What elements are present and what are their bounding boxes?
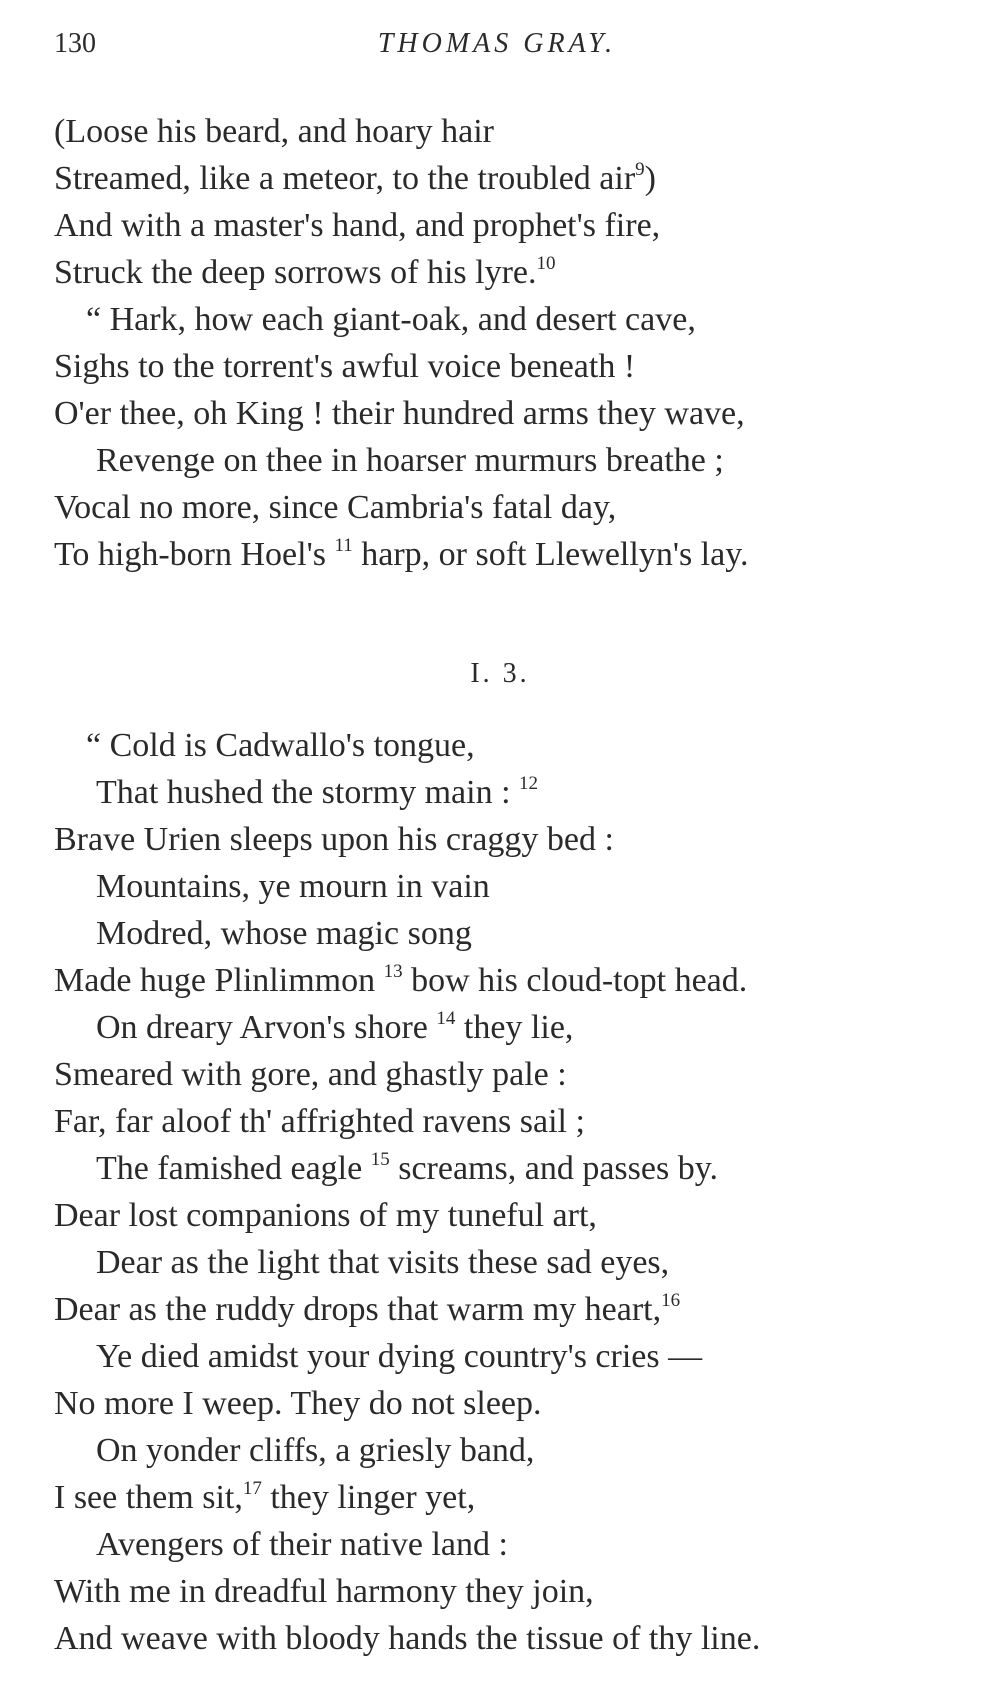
poem-line: [54, 1615, 960, 1662]
poem-line: [54, 1051, 960, 1098]
poem-line-text: Dear as the ruddy drops that warm my heart,: [54, 1291, 662, 1328]
footnote-marker: 13: [383, 961, 403, 982]
poem-line: [54, 249, 960, 296]
poem-line: [54, 957, 960, 1004]
poem-line-text-after-note: they linger yet,: [261, 1479, 476, 1516]
page-header: [54, 28, 940, 64]
poem-line-text-after-note: harp, or soft Llewellyn's lay.: [352, 536, 749, 573]
poem-line-text-after-note: bow his cloud-topt head.: [402, 962, 748, 999]
footnote-marker: 9: [635, 159, 645, 180]
poem-line-text-after-note: ): [644, 160, 656, 197]
poem-line: [54, 910, 960, 957]
poem-line: [54, 531, 960, 578]
poem-line-text: On dreary Arvon's shore: [96, 1009, 437, 1046]
poem-line: [54, 343, 960, 390]
poem-line-text: Revenge on thee in hoarser murmurs breathe ;: [96, 442, 724, 479]
poem-line: [54, 1474, 960, 1521]
footnote-marker: 12: [519, 773, 539, 794]
poem-line-text: Made huge Plinlimmon: [54, 962, 384, 999]
stanza-i-2-continued: [54, 108, 960, 578]
poem-line-text: On yonder cliffs, a griesly band,: [96, 1432, 535, 1469]
poem-line-text: Avengers of their native land :: [96, 1526, 508, 1563]
poem-line: [54, 816, 960, 863]
footnote-marker: 16: [661, 1290, 681, 1311]
poem-line-text: Far, far aloof th' affrighted ravens sail ;: [54, 1103, 585, 1140]
poem-line-text: The famished eagle: [96, 1150, 371, 1187]
poem-line: [54, 390, 960, 437]
poem-line: [54, 1192, 960, 1239]
poem-line-text: Mountains, ye mourn in vain: [96, 868, 490, 905]
poem-line-text: Ye died amidst your dying country's cries —: [96, 1338, 703, 1375]
poem-line: [54, 437, 960, 484]
poem-line: [54, 202, 960, 249]
poem-line: [54, 1568, 960, 1615]
footnote-marker: 14: [436, 1008, 456, 1029]
poem-line-text: And with a master's hand, and prophet's fire,: [54, 207, 661, 244]
poem-line-text: Dear lost companions of my tuneful art,: [54, 1197, 597, 1234]
poem-line: [54, 1286, 960, 1333]
poem-line-text-after-note: they lie,: [455, 1009, 574, 1046]
poem-line-text: I see them sit,: [54, 1479, 243, 1516]
poem-line-text: Sighs to the torrent's awful voice beneath !: [54, 348, 636, 385]
poem-line-text: To high-born Hoel's: [54, 536, 335, 573]
poem-line-text: That hushed the stormy main :: [96, 774, 520, 811]
poem-line: [54, 1004, 960, 1051]
poem-line-text: “ Hark, how each giant-oak, and desert cave,: [86, 301, 696, 338]
poem-line-text: Brave Urien sleeps upon his craggy bed :: [54, 821, 614, 858]
poem-line-text: Smeared with gore, and ghastly pale :: [54, 1056, 567, 1093]
poem-line-text: O'er thee, oh King ! their hundred arms they wave,: [54, 395, 745, 432]
footnote-marker: 15: [370, 1149, 390, 1170]
poem-line-text: Struck the deep sorrows of his lyre.: [54, 254, 537, 291]
poem-line: [54, 1239, 960, 1286]
poem-line: [54, 1427, 960, 1474]
poem-line: [54, 296, 960, 343]
poem-line: [54, 484, 960, 531]
footnote-marker: 17: [242, 1478, 262, 1499]
poem-line: [54, 1098, 960, 1145]
poem-line-text: Modred, whose magic song: [96, 915, 472, 952]
poem-line-text: No more I weep. They do not sleep.: [54, 1385, 542, 1422]
poem-line: [54, 769, 960, 816]
poem-line: [54, 1333, 960, 1380]
poem-line: [54, 1380, 960, 1427]
stanza-i-3: [54, 722, 960, 1662]
poem-line: [54, 1521, 960, 1568]
poem-line-text: Streamed, like a meteor, to the troubled air: [54, 160, 636, 197]
poem-line-text: And weave with bloody hands the tissue of thy line.: [54, 1620, 761, 1657]
footnote-marker: 11: [334, 535, 353, 556]
poem-line-text-after-note: screams, and passes by.: [389, 1150, 718, 1187]
running-title: THOMAS GRAY.: [377, 28, 617, 59]
poem-line: [54, 863, 960, 910]
poem-line: [54, 1145, 960, 1192]
page-number: 130: [54, 28, 96, 59]
poem-line-text: (Loose his beard, and hoary hair: [54, 113, 494, 150]
poem-line: [54, 108, 960, 155]
poem-line: [54, 722, 960, 769]
poem-line-text: Dear as the light that visits these sad eyes,: [96, 1244, 670, 1281]
poem-line-text: “ Cold is Cadwallo's tongue,: [86, 727, 475, 764]
poem-line: [54, 155, 960, 202]
section-heading: I. 3.: [470, 658, 530, 689]
footnote-marker: 10: [536, 253, 556, 274]
poem-line-text: Vocal no more, since Cambria's fatal day,: [54, 489, 617, 526]
poem-line-text: With me in dreadful harmony they join,: [54, 1573, 594, 1610]
